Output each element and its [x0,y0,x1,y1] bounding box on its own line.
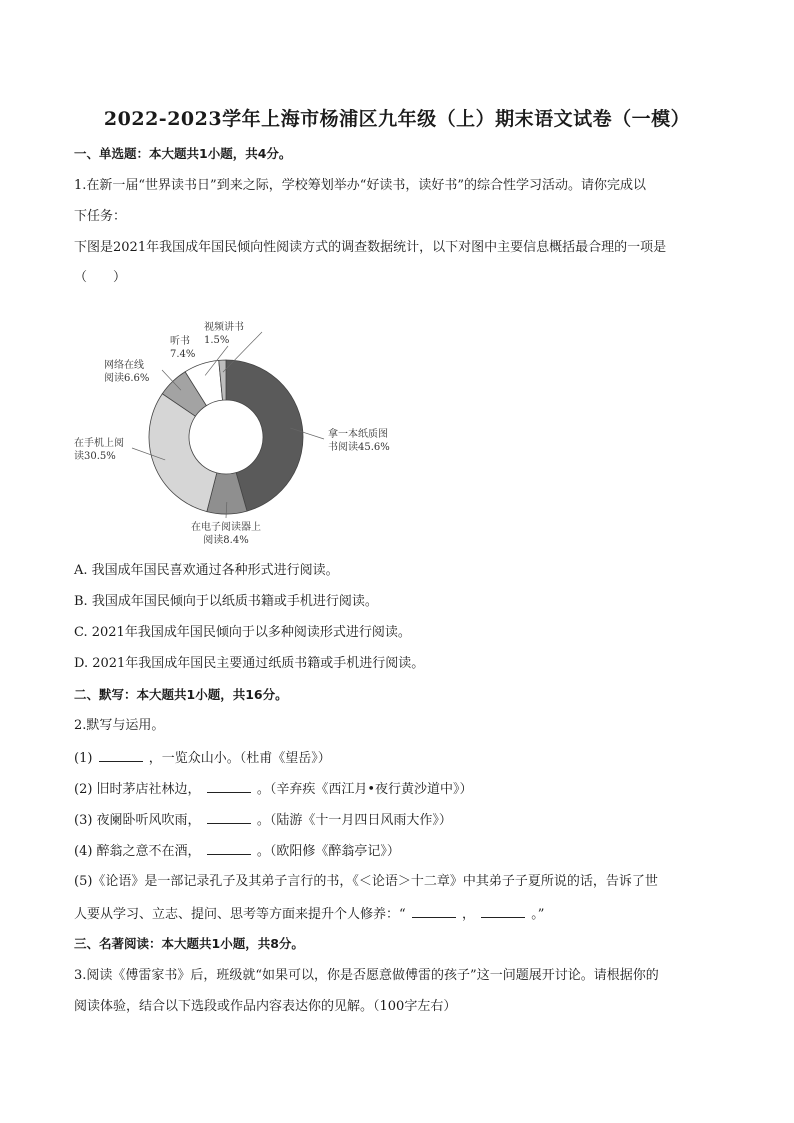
q2-item-3-prefix: (3) 夜阑卧听风吹雨， [74,813,201,828]
q2-stem: 2.默写与运用。 [74,718,165,733]
slice-label: 7.4% [170,349,196,360]
slice-label: 读30.5% [74,451,116,462]
q2-item-4-suffix: 。（欧阳修《醉翁亭记》） [256,844,400,859]
slice-label: 阅读6.6% [104,373,150,384]
q2-item-1-suffix: ，一览众山小。（杜甫《望岳》） [148,751,331,766]
slice-label: 1.5% [204,335,230,346]
answer-blank[interactable] [481,905,525,918]
q1-stem-line1: 1.在新一届“世界读书日”到来之际，学校筹划举办“好读书，读好书”的综合性学习活动。请你完成以 [74,178,646,193]
q2-item-5-suffix: 。” [531,907,545,922]
q2-item-5-prefix: 人要从学习、立志、提问、思考等方面来提升个人修养：“ [74,907,406,922]
answer-blank[interactable] [207,780,251,793]
q2-item-3 [74,811,724,829]
slice-label: 书阅读45.6% [328,442,390,453]
section-heading-1: 一、单选题：本大题共1小题，共4分。 [74,146,292,161]
q2-item-5-line2 [74,905,724,923]
answer-blank[interactable] [207,811,251,824]
q1-stem-line4: （ ） [74,270,127,285]
q1-stem-line3: 下图是2021年我国成年国民倾向性阅读方式的调查数据统计，以下对图中主要信息概括最合理的一项是 [74,240,667,255]
donut-slice [149,394,217,512]
q3-stem-line1: 3.阅读《傅雷家书》后，班级就“如果可以，你是否愿意做傅雷的孩子”这一问题展开讨论。请根据你的 [74,968,659,983]
q1-option-d: D. 2021年我国成年国民主要通过纸质书籍或手机进行阅读。 [74,656,425,671]
reading-method-donut-chart [60,318,420,554]
answer-blank[interactable] [207,842,251,855]
q2-item-1-prefix: (1) [74,751,93,766]
q3-stem-line2: 阅读体验，结合以下选段或作品内容表达你的见解。（100字左右） [74,999,457,1014]
q2-item-1 [74,749,724,767]
slice-label: 在手机上阅 [74,438,124,449]
q1-option-a: A. 我国成年国民喜欢通过各种形式进行阅读。 [74,563,339,578]
q2-item-4-prefix: (4) 醉翁之意不在酒， [74,844,201,859]
q2-item-3-suffix: 。（陆游《十一月四日风雨大作》） [256,813,452,828]
q2-item-2-prefix: (2) 旧时茅店社林边， [74,782,201,797]
q2-item-4 [74,842,724,860]
q2-item-2-suffix: 。（辛弃疾《西江月•夜行黄沙道中》） [256,782,473,797]
slice-label: 网络在线 [104,360,144,371]
q1-option-c: C. 2021年我国成年国民倾向于以多种阅读形式进行阅读。 [74,625,411,640]
q1-stem-line2: 下任务： [74,209,127,224]
q2-item-5-line1: (5)《论语》是一部记录孔子及其弟子言行的书，《＜论语＞十二章》中其弟子子夏所说的话，告诉了世 [74,874,658,889]
section-heading-3: 三、名著阅读：本大题共1小题，共8分。 [74,936,304,951]
slice-label: 阅读8.4% [203,535,249,546]
slice-label: 在电子阅读器上 [191,522,261,533]
answer-blank[interactable] [99,749,143,762]
q1-option-b: B. 我国成年国民倾向于以纸质书籍或手机进行阅读。 [74,594,378,609]
q2-item-5-mid: ， [461,907,475,922]
q2-item-2 [74,780,724,798]
answer-blank[interactable] [412,905,456,918]
section-heading-2: 二、默写：本大题共1小题，共16分。 [74,687,288,702]
slice-label: 听书 [170,336,190,347]
slice-label: 视频讲书 [204,322,244,333]
slice-label: 拿一本纸质图 [328,429,388,440]
page-title: 2022-2023学年上海市杨浦区九年级（上）期末语文试卷（一模） [103,108,691,130]
